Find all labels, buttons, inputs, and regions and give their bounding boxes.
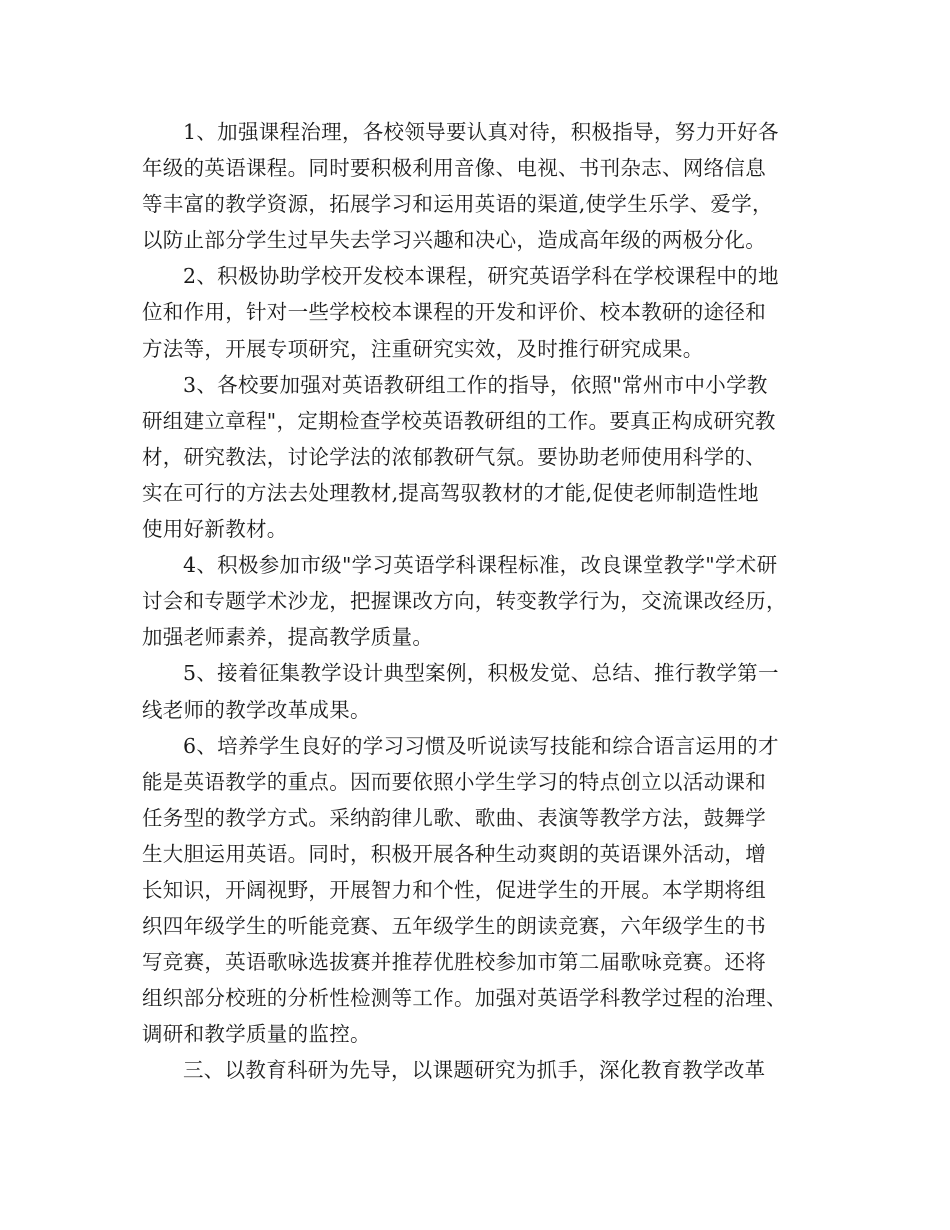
paragraph-line: 调研和教学质量的监控。 [142,1022,371,1047]
paragraph-line: 以防止部分学生过早失去学习兴趣和决心，造成高年级的两极分化。 [142,228,766,253]
paragraph-line: 材，研究教法，讨论学法的浓郁教研气氛。要协助老师使用科学的、 [142,444,766,469]
paragraph-line: 等丰富的教学资源，拓展学习和运用英语的渠道,使学生乐学、爱学， [142,192,773,217]
paragraph-line: 织四年级学生的听能竞赛、五年级学生的朗读竞赛，六年级学生的书 [142,914,766,939]
section-heading-text: 三、以教育科研为先导，以课题研究为抓手，深化教育教学改革 [183,1058,766,1083]
document-body [142,114,822,1089]
paragraph-line: 2、积极协助学校开发校本课程，研究英语学科在学校课程中的地 [183,264,779,289]
section-heading [142,1052,822,1088]
paragraph-line: 长知识，开阔视野，开展智力和个性，促进学生的开展。本学期将组 [142,877,766,902]
paragraph-line: 3、各校要加强对英语教研组工作的指导，依照"常州市中小学教 [183,372,768,397]
paragraph-line: 6、培养学生良好的学习习惯及听说读写技能和综合语言运用的才 [183,733,779,758]
paragraph-line: 5、接着征集教学设计典型案例，积极发觉、总结、推行教学第一 [183,661,779,686]
paragraph-line: 加强老师素养，提高教学质量。 [142,625,434,650]
paragraph-line: 使用好新教材。 [142,517,288,542]
paragraph-4 [142,547,822,655]
paragraph-line: 方法等，开展专项研究，注重研究实效，及时推行研究成果。 [142,336,704,361]
paragraph-line: 研组建立章程"，定期检查学校英语教研组的工作。要真正构成研究教 [142,408,776,433]
paragraph-line: 1、加强课程治理，各校领导要认真对待，积极指导，努力开好各 [183,120,779,144]
paragraph-6 [142,728,822,1053]
paragraph-line: 线老师的教学改革成果。 [142,697,371,722]
paragraph-2 [142,258,822,366]
paragraph-3 [142,367,822,547]
paragraph-line: 组织部分校班的分析性检测等工作。加强对英语学科教学过程的治理、 [142,986,787,1011]
paragraph-line: 能是英语教学的重点。因而要依照小学生学习的特点创立以活动课和 [142,769,766,794]
paragraph-line: 任务型的教学方式。采纳韵律儿歌、歌曲、表演等教学方法，鼓舞学 [142,805,766,830]
paragraph-line: 写竞赛，英语歌咏选拔赛并推荐优胜校参加市第二届歌咏竞赛。还将 [142,950,766,975]
paragraph-line: 位和作用，针对一些学校校本课程的开发和评价、校本教研的途径和 [142,300,766,325]
paragraph-line: 4、积极参加市级"学习英语学科课程标准，改良课堂教学"学术研 [183,553,778,578]
paragraph-line: 生大胆运用英语。同时，积极开展各种生动爽朗的英语课外活动，增 [142,841,766,866]
paragraph-line: 讨会和专题学术沙龙，把握课改方向，转变教学行为，交流课改经历， [142,589,787,614]
paragraph-line: 年级的英语课程。同时要积极利用音像、电视、书刊杂志、网络信息 [142,156,766,181]
paragraph-5 [142,655,822,727]
paragraph-1 [142,114,822,258]
paragraph-line: 实在可行的方法去处理教材,提高驾驭教材的才能,促使老师制造性地 [142,480,759,505]
